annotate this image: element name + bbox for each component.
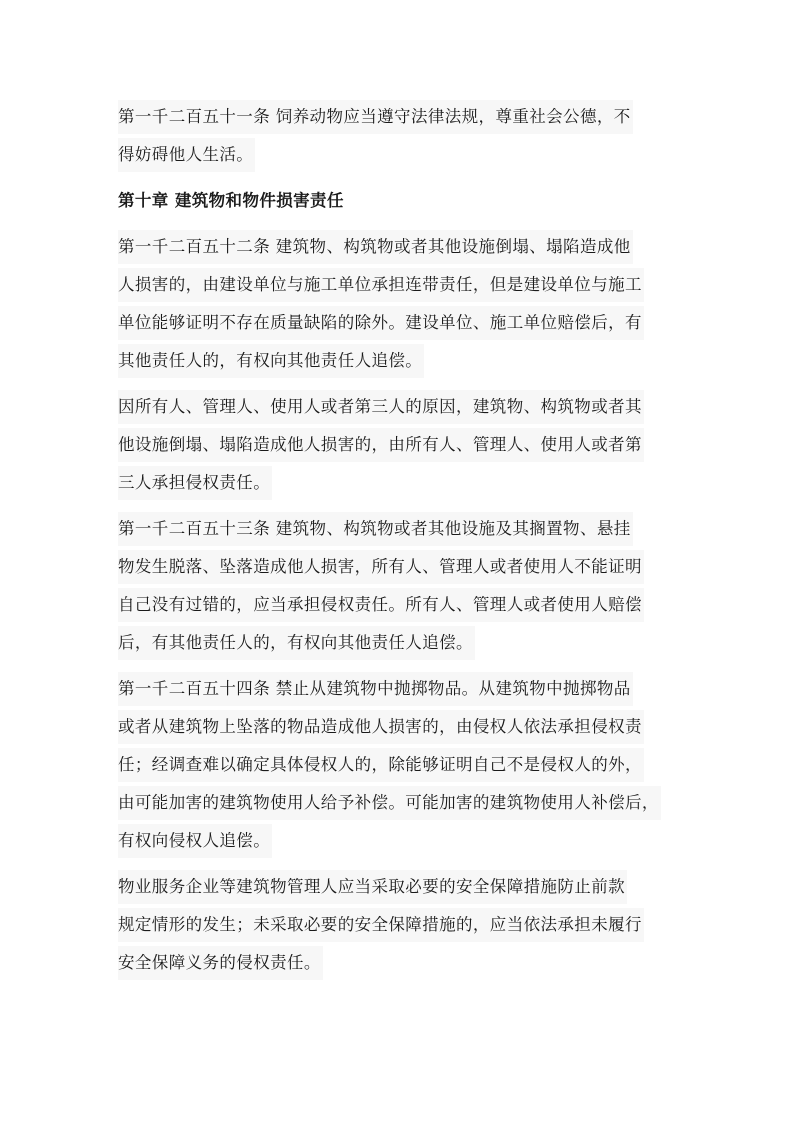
text-line: 他设施倒塌、塌陷造成他人损害的，由所有人、管理人、使用人或者第 <box>118 428 680 466</box>
text-line: 因所有人、管理人、使用人或者第三人的原因，建筑物、构筑物或者其 <box>118 390 680 428</box>
paragraph-article-1252 <box>118 230 680 382</box>
text-line: 第一千二百五十四条 禁止从建筑物中抛掷物品。从建筑物中抛掷物品 <box>118 672 680 710</box>
text-line: 得妨碍他人生活。 <box>118 138 680 176</box>
text-line: 人损害的，由建设单位与施工单位承担连带责任，但是建设单位与施工 <box>118 268 680 306</box>
text-line: 物业服务企业等建筑物管理人应当采取必要的安全保障措施防止前款 <box>118 870 680 908</box>
paragraph-article-1254-second <box>118 870 680 984</box>
paragraph-article-1254 <box>118 672 680 862</box>
text-line: 后，有其他责任人的，有权向其他责任人追偿。 <box>118 626 680 664</box>
chapter-heading <box>118 184 680 222</box>
text-line: 其他责任人的，有权向其他责任人追偿。 <box>118 344 680 382</box>
text-line: 有权向侵权人追偿。 <box>118 824 680 862</box>
text-line: 自己没有过错的，应当承担侵权责任。所有人、管理人或者使用人赔偿 <box>118 588 680 626</box>
document-page <box>118 100 680 984</box>
heading-line: 第十章 建筑物和物件损害责任 <box>118 191 344 210</box>
paragraph-article-1252-second <box>118 390 680 504</box>
text-line: 物发生脱落、坠落造成他人损害，所有人、管理人或者使用人不能证明 <box>118 550 680 588</box>
text-line: 单位能够证明不存在质量缺陷的除外。建设单位、施工单位赔偿后，有 <box>118 306 680 344</box>
text-line: 三人承担侵权责任。 <box>118 466 680 504</box>
paragraph-article-1251 <box>118 100 680 176</box>
text-line: 第一千二百五十三条 建筑物、构筑物或者其他设施及其搁置物、悬挂 <box>118 512 680 550</box>
text-line: 第一千二百五十二条 建筑物、构筑物或者其他设施倒塌、塌陷造成他 <box>118 230 680 268</box>
text-line: 由可能加害的建筑物使用人给予补偿。可能加害的建筑物使用人补偿后， <box>118 786 680 824</box>
text-line: 规定情形的发生；未采取必要的安全保障措施的，应当依法承担未履行 <box>118 908 680 946</box>
paragraph-article-1253 <box>118 512 680 664</box>
text-line: 安全保障义务的侵权责任。 <box>118 946 680 984</box>
text-line: 或者从建筑物上坠落的物品造成他人损害的，由侵权人依法承担侵权责 <box>118 710 680 748</box>
text-line: 任；经调查难以确定具体侵权人的，除能够证明自己不是侵权人的外， <box>118 748 680 786</box>
text-line: 第一千二百五十一条 饲养动物应当遵守法律法规，尊重社会公德，不 <box>118 100 680 138</box>
